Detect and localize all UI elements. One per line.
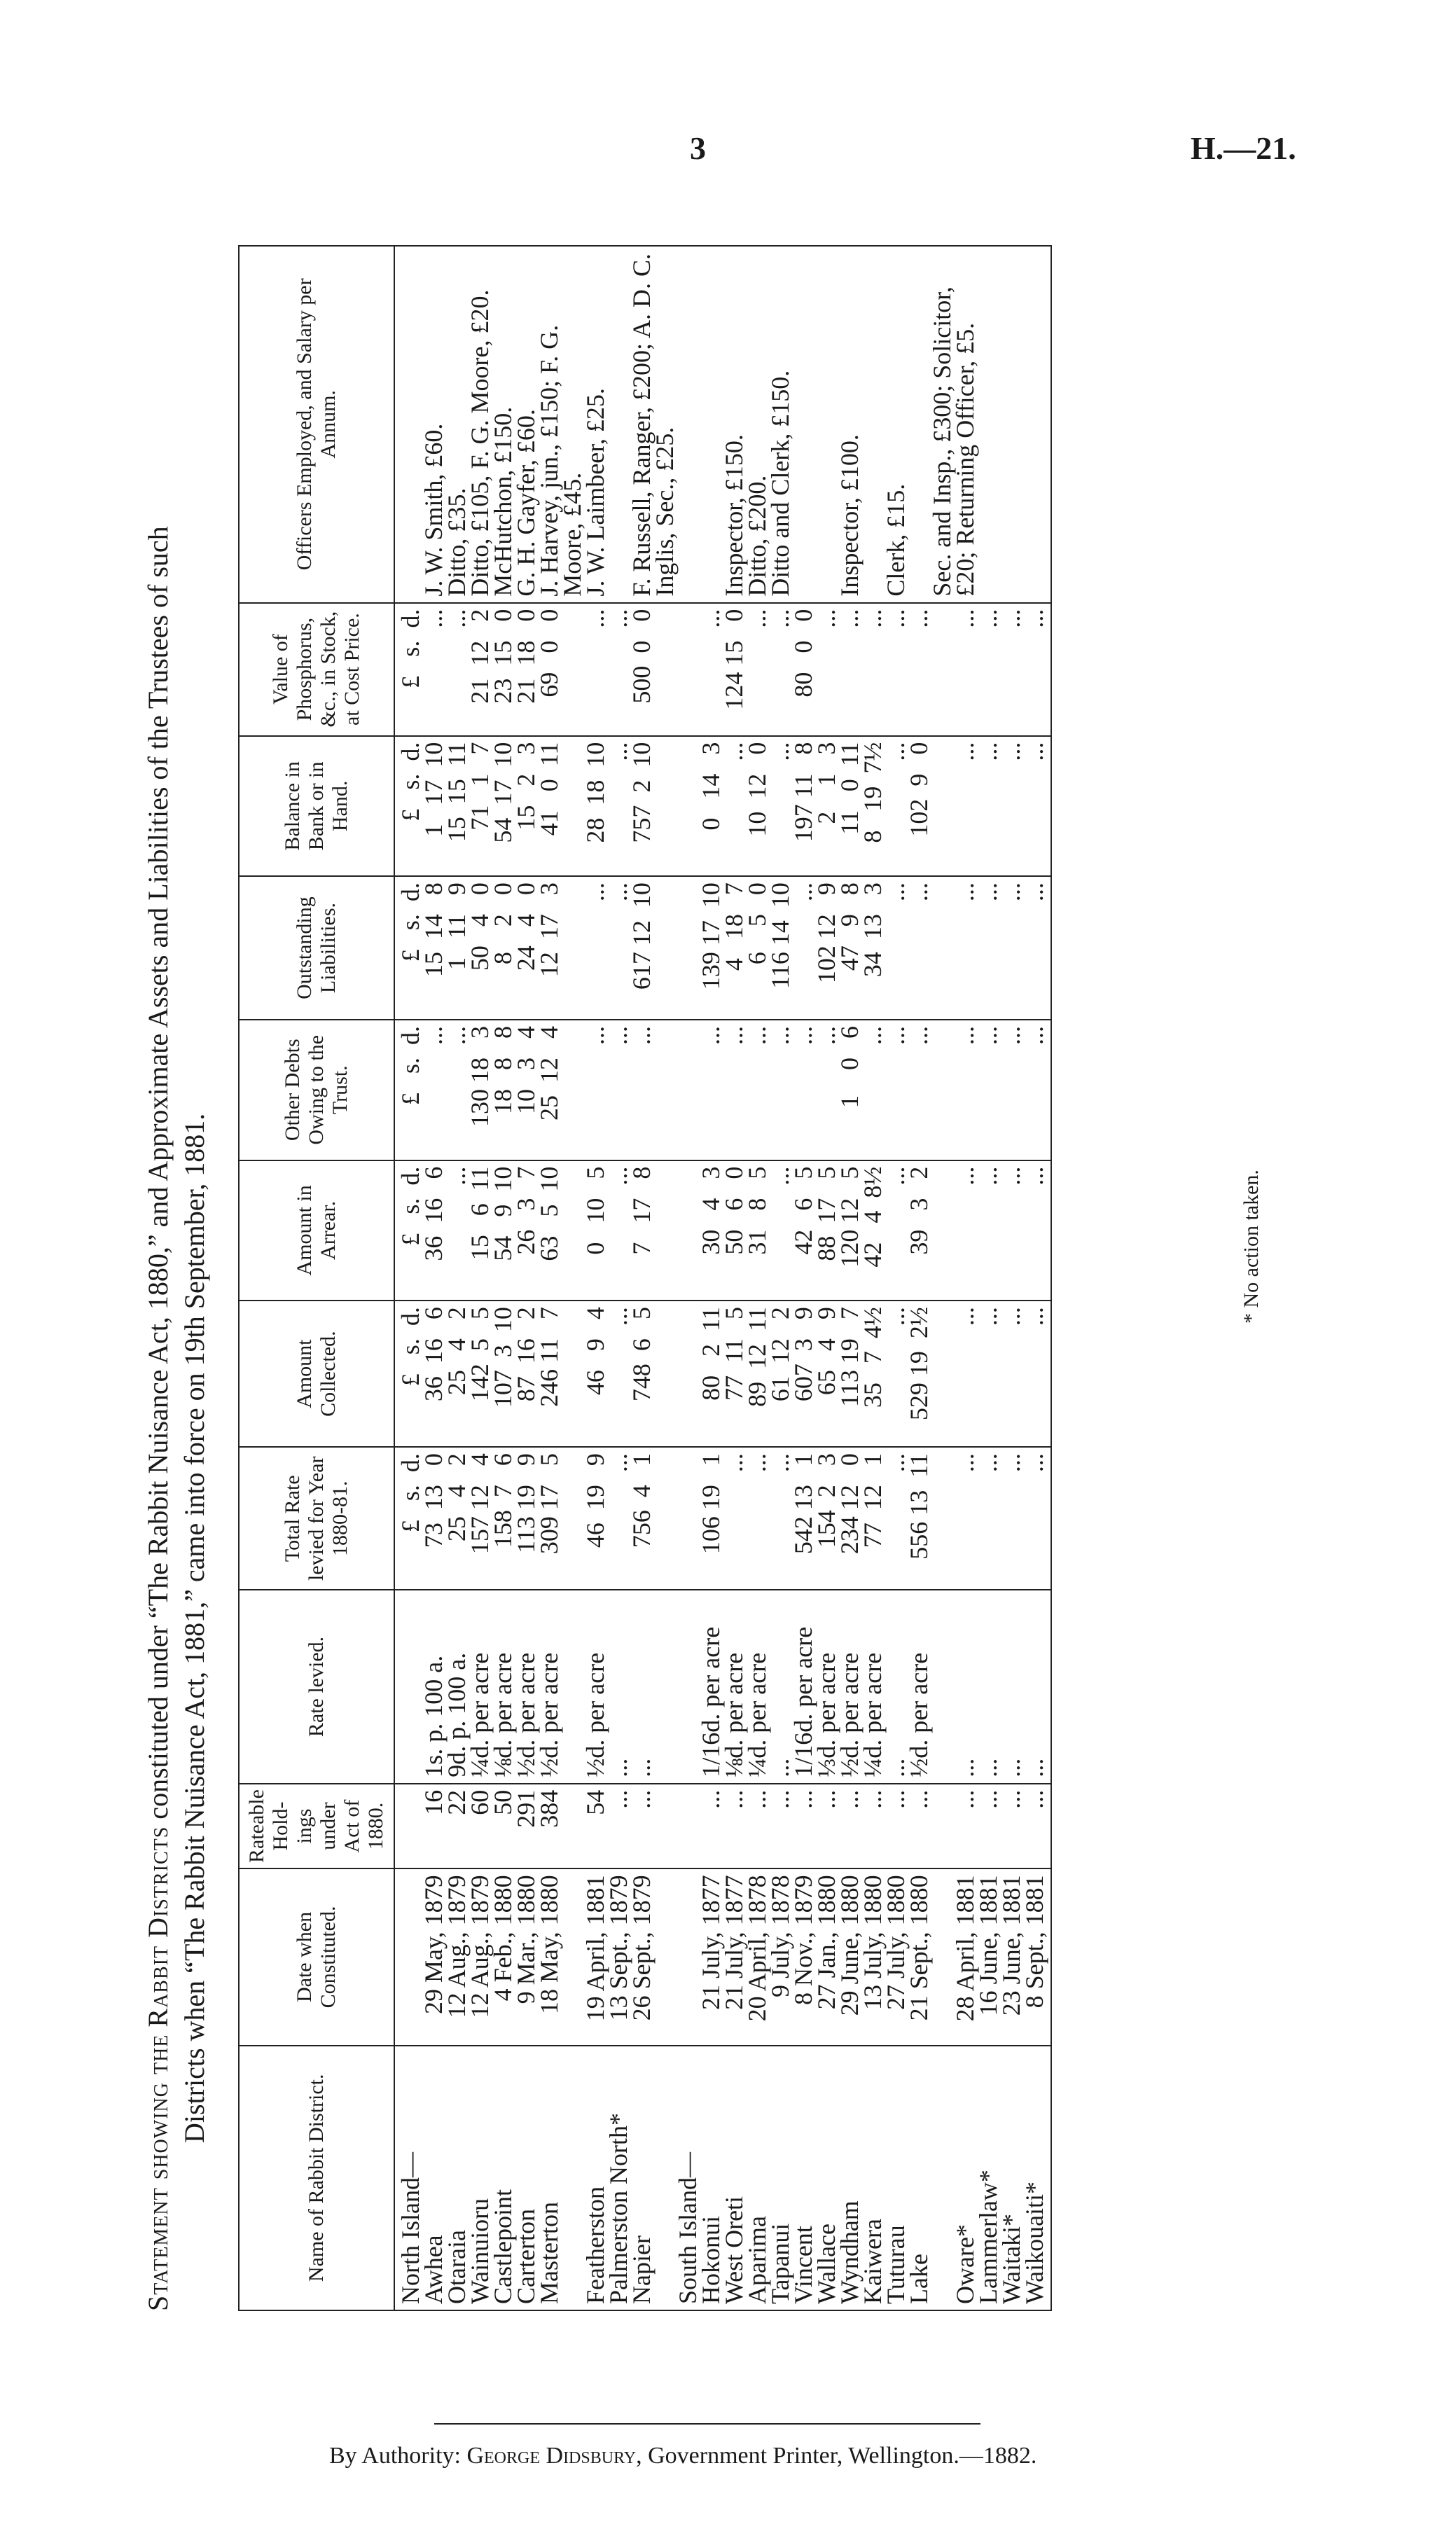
rateable-holdings: 16 22 60 50 291 384 54 ... ... ... ... ... ... ... ... ... ... ... ... ... ... ... ...	[394, 1784, 1051, 1869]
col-header-arrear: Amount in Arrear.	[239, 1160, 394, 1301]
col-header-officers: Officers Employed, and Salary per Annum.	[239, 246, 394, 603]
printer-footer	[329, 2443, 1036, 2469]
outstanding-liabilities: £ s. d. 15 14 8 1 11 9 50 4 0 8 2 0 24 4 0 12 17 3 ... ... 617 12 10 139 17 10 4 18 7 6 5 0 116 14 10 ... 102 12 9 47 9 8 34 13 3 ... ... ... ... ... ...	[394, 876, 1051, 1020]
other-debts: £ s. d. ... ... 130 18 3 18 8 8 10 3 4 25 12 4 ... ... ... ... ... ... ... ... ... 1 0 6 ... ... ... ... ... ... ...	[394, 1020, 1051, 1160]
total-rate-levied: £ s. d. 73 13 0 25 4 2 157 12 4 158 7 6 113 19 9 309 17 5 46 19 9 ... 756 4 1 106 19 1 ... ... ... 542 13 1 154 2 3 234 12 0 77 12 1 ... 556 13 11 ... ... ... ...	[394, 1447, 1051, 1590]
footnote-no-action: * No action taken.	[1240, 1170, 1263, 1324]
col-header-phosphorus: Value of Phosphorus, &c., in Stock, at Cost Price.	[239, 603, 394, 736]
document-reference: H.—21.	[1191, 130, 1296, 166]
footer-rest: , Government Printer, Wellington.—1882.	[636, 2443, 1037, 2469]
officers-text: J. W. Smith, £60. Ditto, £35. Ditto, £105, F. G. Moore, £20. McHutchon, £150. G. H. Gayfer, £60. J. Harvey, jun., £150; F. G. Moore, £45. J. W. Laimbeer, £25. F. Russell, Ranger, £200; A. D. C. Inglis, Sec., £25. Inspector, £150. Ditto, £200. Ditto and Clerk, £150. Inspector, £100. Clerk, £15. Sec. and Insp., £300; Solicitor, £20; Returning Officer, £5.	[420, 253, 979, 597]
col-header-name: Name of Rabbit District.	[239, 2046, 394, 2310]
footer-prefix: By Authority:	[329, 2443, 461, 2469]
title-line1: constituted under “The Rabbit Nuisance Act, 1880,” and Approximate Assets and Liabilities of the Trustees of such	[142, 526, 174, 1819]
district-names: North Island— Awhea Otaraia Wainuioru Castlepoint Carterton Masterton Featherston Palmerston North* Napier South Island— Hokonui West Oreti Aparima Tapanui Vincent Wallace Wyndham Kaiwera Tuturau Lake Oware* Lammerlaw* Waitaki* Waikouaiti*	[394, 2046, 1051, 2310]
balance-in-bank: £ s. d. 1 17 10 15 15 11 71 1 7 54 17 10 15 2 3 41 0 11 28 18 10 ... 757 2 10 0 14 3 ... 10 12 0 ... 197 11 8 2 1 3 11 0 11 8 19 7½ ... 102 9 0 ... ... ... ...	[394, 736, 1051, 877]
col-header-total: Total Rate levied for Year 1880-81.	[239, 1447, 394, 1590]
footer-printer-name: George Didsbury	[466, 2443, 637, 2469]
amount-in-arrear: £ s. d. 36 16 6 ... 15 6 11 54 9 10 26 3 7 63 5 10 0 10 5 ... 7 17 8 30 4 3 50 6 0 31 8 5 ... 42 6 5 88 17 5 120 12 5 42 4 8½ ... 39 3 2 ... ... ... ...	[394, 1160, 1051, 1301]
rates-levied: 1s. p. 100 a. 9d. p. 100 a. ¼d. per acre ⅛d. per acre ½d. per acre ½d. per acre ½d. per acre ... ... 1/16d. per acre ⅛d. per acre ¼d. per acre ... 1/16d. per acre ⅓d. per acre ½d. per acre ¼d. per acre ... ½d. per acre ... ... ... ...	[394, 1590, 1051, 1783]
col-header-collected: Amount Collected.	[239, 1301, 394, 1447]
col-header-balance: Balance in Bank or in Hand.	[239, 736, 394, 877]
col-header-rate: Rate levied.	[239, 1590, 394, 1783]
title-small-caps: Rabbit Districts	[142, 1826, 174, 2027]
statement-title	[140, 245, 213, 2311]
col-header-date: Date when Constituted.	[239, 1868, 394, 2045]
col-header-holdings: Rateable Hold-ings under Act of 1880.	[239, 1784, 394, 1869]
page-number: 3	[690, 130, 706, 166]
dates-constituted: 29 May, 1879 12 Aug., 1879 12 Aug., 1879 4 Feb., 1880 9 Mar., 1880 18 May, 1880 19 April, 1881 13 Sept., 1879 26 Sept., 1879 21 July, 1877 21 July, 1877 20 April, 1878 9 July, 1878 8 Nov., 1879 27 Jan., 1880 29 June, 1880 13 July, 1880 27 July, 1880 21 Sept., 1880 28 April, 1881 16 June, 1881 23 June, 1881 8 Sept., 1881	[394, 1868, 1051, 2045]
phosphorus-value: £ s. d. ... ... 21 12 2 23 15 0 21 18 0 69 0 0 ... ... 500 0 0 ... 124 15 0 ... ... 80 0 0 ... ... ... ... ... ... ... ... ...	[394, 603, 1051, 736]
table-body-row	[394, 246, 1051, 2310]
title-line2: Districts when “The Rabbit Nuisance Act, 1881,” came into force on 19th September, 1881.	[179, 1113, 210, 2143]
rotated-statement	[140, 245, 1296, 2311]
title-prefix: Statement showing the	[142, 2034, 174, 2311]
table-header-row	[239, 246, 394, 2310]
footer-rule	[434, 2423, 980, 2425]
statement-table	[238, 245, 1052, 2311]
col-header-debts: Other Debts Owing to the Trust.	[239, 1020, 394, 1160]
amount-collected: £ s. d. 36 16 6 25 4 2 142 5 5 107 3 10 87 16 2 246 11 7 46 9 4 ... 748 6 5 80 2 11 77 11 5 89 12 11 61 12 2 607 3 9 65 4 9 113 19 7 35 7 4½ ... 529 19 2½ ... ... ... ...	[394, 1301, 1051, 1447]
col-header-outstanding: Outstanding Liabilities.	[239, 876, 394, 1020]
officers-employed	[394, 246, 1051, 603]
